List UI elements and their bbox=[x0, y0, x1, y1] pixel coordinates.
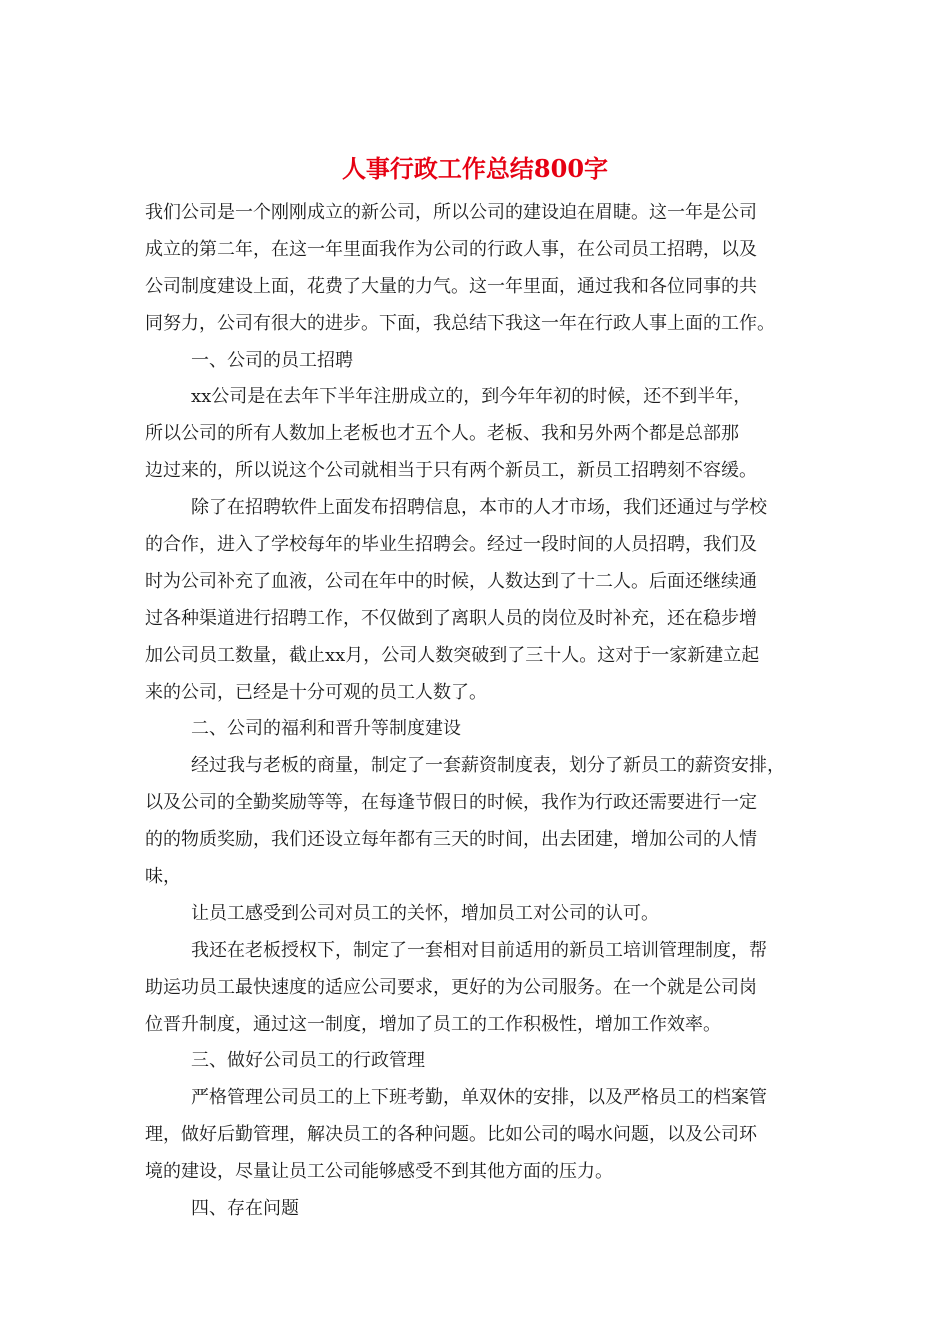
text-line: 过各种渠道进行招聘工作，不仅做到了离职人员的岗位及时补充，还在稳步增 bbox=[145, 607, 757, 629]
text-line: 所以公司的所有人数加上老板也才五个人。老板、我和另外两个都是总部那 bbox=[145, 423, 739, 445]
text-line: 除了在招聘软件上面发布招聘信息，本市的人才市场，我们还通过与学校 bbox=[191, 497, 767, 519]
text-line: 同努力，公司有很大的进步。下面，我总结下我这一年在行政人事上面的工作。 bbox=[145, 312, 775, 334]
text-line: 四、存在问题 bbox=[191, 1198, 299, 1220]
text-line: 三、做好公司员工的行政管理 bbox=[191, 1050, 425, 1072]
text-line: 一、公司的员工招聘 bbox=[191, 349, 353, 371]
text-line: 的合作，进入了学校每年的毕业生招聘会。经过一段时间的人员招聘，我们及 bbox=[145, 534, 757, 556]
text-line: 的的物质奖励，我们还设立每年都有三天的时间，出去团建，增加公司的人情 bbox=[145, 829, 757, 851]
text-line: 严格管理公司员工的上下班考勤，单双休的安排，以及严格员工的档案管 bbox=[191, 1087, 767, 1109]
text-line: 我还在老板授权下，制定了一套相对目前适用的新员工培训管理制度，帮 bbox=[191, 939, 767, 961]
text-line: 以及公司的全勤奖励等等，在每逢节假日的时候，我作为行政还需要进行一定 bbox=[145, 792, 757, 814]
text-line: 加公司员工数量，截止xx月，公司人数突破到了三十人。这对于一家新建立起 bbox=[145, 644, 760, 666]
text-line: 我们公司是一个刚刚成立的新公司，所以公司的建设迫在眉睫。这一年是公司 bbox=[145, 202, 757, 223]
text-line: 让员工感受到公司对员工的关怀，增加员工对公司的认可。 bbox=[191, 902, 659, 924]
text-line: 时为公司补充了血液，公司在年中的时候，人数达到了十二人。后面还继续通 bbox=[145, 570, 757, 592]
text-line: 境的建设，尽量让员工公司能够感受不到其他方面的压力。 bbox=[145, 1161, 613, 1183]
text-line: 理，做好后勤管理，解决员工的各种问题。比如公司的喝水问题，以及公司环 bbox=[145, 1124, 757, 1146]
text-line: 二、公司的福利和晋升等制度建设 bbox=[191, 718, 461, 740]
text-line: 公司制度建设上面，花费了大量的力气。这一年里面，通过我和各位同事的共 bbox=[145, 275, 757, 297]
text-line: 边过来的，所以说这个公司就相当于只有两个新员工，新员工招聘刻不容缓。 bbox=[145, 460, 757, 482]
text-line: 经过我与老板的商量，制定了一套薪资制度表，划分了新员工的薪资安排， bbox=[191, 755, 785, 777]
text-line: 助运功员工最快速度的适应公司要求，更好的为公司服务。在一个就是公司岗 bbox=[145, 976, 757, 998]
text-line: xx公司是在去年下半年注册成立的，到今年年初的时候，还不到半年， bbox=[191, 386, 752, 408]
text-line: 来的公司，已经是十分可观的员工人数了。 bbox=[145, 681, 487, 703]
document-body bbox=[145, 195, 825, 1228]
text-line: 味， bbox=[145, 866, 181, 888]
document-title: 人事行政工作总结800字 bbox=[341, 154, 609, 183]
text-line: 成立的第二年，在这一年里面我作为公司的行政人事，在公司员工招聘，以及 bbox=[145, 238, 757, 260]
text-line: 位晋升制度，通过这一制度，增加了员工的工作积极性，增加工作效率。 bbox=[145, 1013, 721, 1035]
